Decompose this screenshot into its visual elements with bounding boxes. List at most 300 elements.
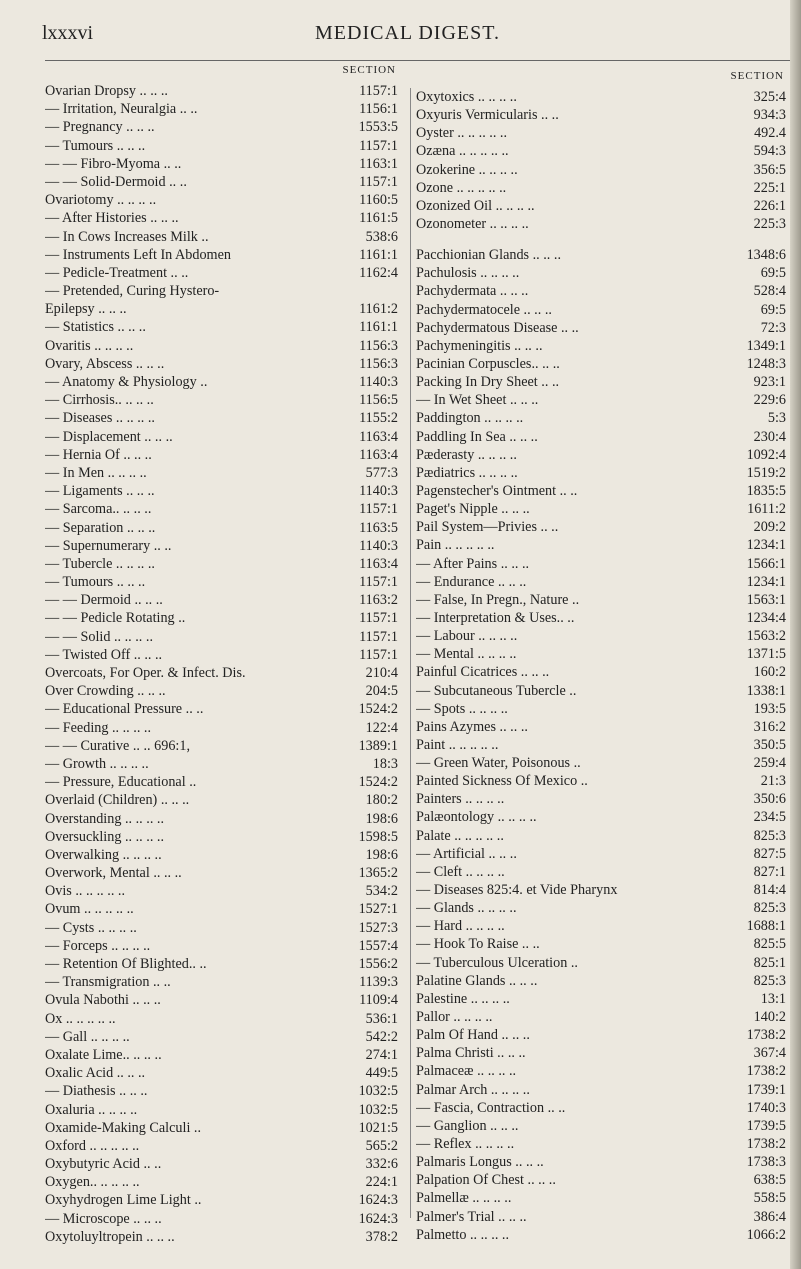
index-entry	[416, 754, 786, 772]
index-entry	[416, 246, 786, 264]
entry-term: Oxybutyric Acid .. ..	[45, 1156, 162, 1173]
entry-term: — After Histories .. .. ..	[45, 210, 179, 227]
entry-section-ref: 1738:2	[746, 1063, 786, 1080]
index-entry	[45, 1137, 398, 1155]
index-entry	[416, 863, 786, 881]
entry-term: — Tubercle .. .. .. ..	[45, 555, 155, 572]
index-entry	[416, 409, 786, 427]
index-entry	[416, 682, 786, 700]
entry-term: — Hernia Of .. .. ..	[45, 446, 152, 463]
entry-term: — — Solid .. .. .. ..	[45, 628, 153, 645]
entry-section-ref: 827:1	[753, 863, 786, 880]
entry-term: Paint .. .. .. .. ..	[416, 736, 499, 753]
entry-term: — Diseases .. .. .. ..	[45, 410, 155, 427]
entry-section-ref: 1348:6	[746, 247, 786, 264]
index-entry	[45, 482, 398, 500]
entry-term: Oxyuris Vermicularis .. ..	[416, 107, 559, 124]
index-entry	[45, 173, 398, 191]
entry-section-ref: 1162:4	[359, 264, 398, 281]
entry-term: — Anatomy & Physiology ..	[45, 374, 208, 390]
entry-term: Ovaritis .. .. .. ..	[45, 337, 134, 354]
entry-term: Oxaluria .. .. .. ..	[45, 1101, 138, 1118]
entry-section-ref: 1157:1	[359, 501, 398, 518]
entry-term: — Forceps .. .. .. ..	[45, 937, 151, 954]
entry-section-ref: 350:5	[753, 736, 786, 753]
entry-section-ref: 1563:1	[746, 591, 786, 608]
entry-section-ref: 69:5	[760, 301, 786, 318]
entry-term: — Feeding .. .. .. ..	[45, 719, 152, 736]
entry-section-ref: 1161:1	[359, 319, 398, 336]
entry-term: Ozokerine .. .. .. ..	[416, 161, 518, 178]
entry-term: — Sarcoma.. .. .. ..	[45, 501, 152, 518]
entry-term: Pail System—Privies .. ..	[416, 519, 559, 536]
entry-section-ref: 1234:4	[746, 609, 786, 626]
index-entry	[45, 646, 398, 664]
entry-term: Ovula Nabothi .. .. ..	[45, 992, 161, 1009]
index-entry	[45, 555, 398, 573]
entry-section-ref: 274:1	[365, 1046, 398, 1063]
index-entry	[416, 1171, 786, 1189]
entry-term: Oxytoxics .. .. .. ..	[416, 89, 517, 105]
index-entry	[45, 682, 398, 700]
entry-term: Packing In Dry Sheet .. ..	[416, 374, 560, 391]
index-entry	[416, 899, 786, 917]
entry-term: Pædiatrics .. .. .. ..	[416, 464, 518, 481]
index-entry	[416, 391, 786, 409]
index-entry	[416, 215, 786, 233]
entry-section-ref: 1163:4	[359, 446, 398, 463]
index-entry	[45, 791, 398, 809]
index-entry	[416, 179, 786, 197]
entry-term: Palæontology .. .. .. ..	[416, 809, 537, 826]
index-entry	[416, 1099, 786, 1117]
index-entry	[416, 700, 786, 718]
entry-term: Pachydermatocele .. .. ..	[416, 301, 552, 318]
entry-section-ref: 534:2	[365, 883, 398, 900]
index-entry	[416, 446, 786, 464]
entry-section-ref: 1155:2	[359, 410, 398, 427]
entry-term: Palmetto .. .. .. ..	[416, 1226, 510, 1243]
entry-section-ref: 1032:5	[358, 1083, 398, 1100]
index-entry	[416, 500, 786, 518]
index-entry	[45, 118, 398, 136]
index-entry	[416, 972, 786, 990]
entry-term: — Cysts .. .. .. ..	[45, 919, 137, 936]
entry-term: Over Crowding .. .. ..	[45, 683, 166, 700]
entry-term: Oxalic Acid .. .. ..	[45, 1065, 146, 1082]
entry-term: Painted Sickness Of Mexico ..	[416, 773, 588, 790]
entry-term: — Reflex .. .. .. ..	[416, 1136, 515, 1153]
entry-section-ref: 5:3	[767, 410, 786, 427]
index-entry	[45, 1119, 398, 1137]
entry-term: — In Cows Increases Milk ..	[45, 228, 209, 245]
entry-section-ref: 367:4	[753, 1045, 786, 1062]
entry-term: — Growth .. .. .. ..	[45, 755, 149, 772]
entry-section-ref: 226:1	[753, 197, 786, 214]
entry-section-ref: 180:2	[365, 792, 398, 809]
entry-term: Pacinian Corpuscles.. .. ..	[416, 355, 560, 372]
index-entry	[45, 246, 398, 264]
index-entry	[416, 917, 786, 935]
entry-term: Ovarian Dropsy .. .. ..	[45, 83, 168, 99]
index-entry	[45, 919, 398, 937]
index-entry	[45, 1210, 398, 1228]
index-entry	[416, 142, 786, 160]
entry-term: Epilepsy .. .. ..	[45, 301, 127, 318]
entry-term: — Pregnancy .. .. ..	[45, 119, 155, 136]
index-entry	[45, 82, 398, 100]
index-entry	[416, 718, 786, 736]
entry-section-ref: 1161:5	[359, 210, 398, 227]
entry-section-ref: 1519:2	[746, 464, 786, 481]
page-header	[0, 14, 801, 54]
entry-term: Oxyhydrogen Lime Light ..	[45, 1192, 202, 1209]
entry-section-ref: 1234:1	[746, 537, 786, 554]
entry-term: Palmaceæ .. .. .. ..	[416, 1063, 517, 1080]
index-entry	[416, 482, 786, 500]
entry-term: Oversuckling .. .. .. ..	[45, 828, 165, 845]
index-entry	[45, 591, 398, 609]
entry-section-ref: 1161:2	[359, 301, 398, 318]
index-entry	[416, 591, 786, 609]
entry-term: — — Curative .. .. 696:1,	[45, 737, 191, 754]
index-entry	[416, 772, 786, 790]
entry-section-ref: 1109:4	[359, 992, 398, 1009]
entry-section-ref: 827:5	[753, 845, 786, 862]
entry-section-ref: 542:2	[365, 1028, 398, 1045]
entry-section-ref: 378:2	[365, 1228, 398, 1245]
entry-term: Palma Christi .. .. ..	[416, 1045, 526, 1062]
index-entry	[416, 663, 786, 681]
entry-term: — — Pedicle Rotating ..	[45, 610, 186, 627]
entry-term: — Supernumerary .. ..	[45, 537, 172, 554]
entry-section-ref: 1738:3	[746, 1154, 786, 1171]
entry-section-ref: 1161:1	[359, 246, 398, 263]
index-entry	[45, 1173, 398, 1191]
index-entry	[416, 1062, 786, 1080]
entry-section-ref: 1157:1	[359, 646, 398, 663]
index-entry	[45, 573, 398, 591]
entry-section-ref: 825:3	[753, 972, 786, 989]
entry-term: Ovis .. .. .. .. ..	[45, 883, 126, 900]
entry-section-ref: 1738:2	[746, 1136, 786, 1153]
entry-term: Overcoats, For Oper. & Infect. Dis.	[45, 665, 246, 681]
index-entry	[45, 100, 398, 118]
index-entry	[416, 609, 786, 627]
column-divider	[410, 88, 411, 1218]
entry-section-ref: 1349:1	[746, 337, 786, 354]
index-entry	[45, 409, 398, 427]
index-entry	[45, 500, 398, 518]
entry-section-ref: 160:2	[753, 664, 786, 681]
index-entry	[45, 810, 398, 828]
section-column-heading	[416, 64, 786, 88]
entry-term: Ox .. .. .. .. ..	[45, 1010, 116, 1027]
entry-term: — Diseases 825:4. et Vide Pharynx	[416, 882, 618, 899]
entry-section-ref: 1156:3	[359, 355, 398, 372]
entry-term: Paddington .. .. .. ..	[416, 410, 524, 427]
index-entry	[45, 973, 398, 991]
entry-term: Oxford .. .. .. .. ..	[45, 1137, 140, 1154]
entry-section-ref: 1092:4	[746, 446, 786, 463]
index-entry	[45, 137, 398, 155]
entry-section-ref: 13:1	[760, 990, 786, 1007]
entry-section-ref: 229:6	[753, 392, 786, 409]
entry-section-ref: 198:6	[365, 846, 398, 863]
entry-section-ref: 350:6	[753, 791, 786, 808]
entry-section-ref: 1563:2	[746, 628, 786, 645]
entry-term: — Separation .. .. ..	[45, 519, 156, 536]
entry-term: Pagenstecher's Ointment .. ..	[416, 482, 578, 499]
index-entry	[416, 1189, 786, 1207]
entry-term: — In Wet Sheet .. .. ..	[416, 392, 539, 409]
index-entry	[416, 790, 786, 808]
entry-section-ref: 558:5	[753, 1190, 786, 1207]
index-entry	[45, 628, 398, 646]
index-entry	[45, 1046, 398, 1064]
index-entry	[45, 1228, 398, 1246]
entry-term: Palestine .. .. .. ..	[416, 990, 510, 1007]
entry-section-ref: 638:5	[753, 1172, 786, 1189]
index-entry	[416, 954, 786, 972]
entry-section-ref: 923:1	[753, 374, 786, 391]
entry-term: — Retention Of Blighted.. ..	[45, 956, 207, 972]
entry-term: — Ganglion .. .. ..	[416, 1117, 519, 1134]
entry-section-ref: 316:2	[753, 718, 786, 735]
index-entry	[45, 1082, 398, 1100]
index-entry	[45, 1028, 398, 1046]
entry-section-ref: 1163:4	[359, 428, 398, 445]
entry-section-ref: 356:5	[753, 161, 786, 178]
entry-term: — Irritation, Neuralgia .. ..	[45, 101, 198, 118]
index-entry	[45, 1155, 398, 1173]
entry-section-ref: 1156:1	[359, 101, 398, 118]
entry-term: Pæderasty .. .. .. ..	[416, 446, 517, 463]
entry-term: Palmer's Trial .. .. ..	[416, 1208, 527, 1225]
entry-term: Pain .. .. .. .. ..	[416, 537, 495, 554]
entry-term: Pallor .. .. .. ..	[416, 1009, 493, 1026]
entry-term: Ovary, Abscess .. .. ..	[45, 355, 165, 372]
index-entry	[416, 1117, 786, 1135]
page-edge-shadow	[790, 0, 801, 1269]
index-entry	[45, 209, 398, 227]
entry-section-ref: 209:2	[753, 519, 786, 536]
entry-section-ref: 1163:5	[359, 519, 398, 536]
entry-section-ref: 1338:1	[746, 682, 786, 699]
entry-term: — Subcutaneous Tubercle ..	[416, 682, 577, 699]
index-entry	[45, 264, 398, 282]
entry-term: Ozæna .. .. .. .. ..	[416, 143, 509, 160]
entry-section-ref: 492.4	[754, 125, 786, 142]
entry-section-ref: 325:4	[753, 89, 786, 105]
index-entry	[416, 1081, 786, 1099]
entry-term: — Pressure, Educational ..	[45, 774, 197, 791]
index-entry	[45, 1191, 398, 1209]
entry-section-ref: 1739:5	[746, 1117, 786, 1134]
index-entry	[45, 464, 398, 482]
index-entry	[45, 882, 398, 900]
entry-section-ref: 449:5	[365, 1065, 398, 1082]
index-entry	[416, 355, 786, 373]
entry-term: Pachulosis .. .. .. ..	[416, 265, 520, 282]
index-entry	[416, 627, 786, 645]
entry-section-ref: 825:1	[753, 954, 786, 971]
entry-section-ref: 332:6	[365, 1156, 398, 1173]
index-entry	[416, 827, 786, 845]
entry-term: Pachydermata .. .. ..	[416, 283, 529, 300]
section-column-heading	[45, 64, 398, 82]
entry-term: — — Solid-Dermoid .. ..	[45, 173, 187, 190]
index-column-left	[45, 64, 398, 1246]
entry-term: — Instruments Left In Abdomen	[45, 246, 231, 263]
entry-term: Pains Azymes .. .. ..	[416, 718, 528, 735]
entry-section-ref: 1140:3	[359, 483, 398, 500]
entry-section-ref: 230:4	[753, 428, 786, 445]
index-entry	[416, 518, 786, 536]
entry-term: Palatine Glands .. .. ..	[416, 972, 538, 989]
index-entry	[416, 161, 786, 179]
entry-term: Paget's Nipple .. .. ..	[416, 501, 530, 518]
entry-section-ref: 825:5	[753, 936, 786, 953]
index-entry	[45, 300, 398, 318]
index-entry	[416, 1208, 786, 1226]
entry-term: Palmaris Longus .. .. ..	[416, 1154, 544, 1171]
entry-term: — Green Water, Poisonous ..	[416, 755, 581, 772]
entry-term: — Labour .. .. .. ..	[416, 628, 518, 645]
index-entry	[416, 1226, 786, 1244]
entry-term: Ovariotomy .. .. .. ..	[45, 192, 157, 209]
section-label: SECTION	[730, 70, 784, 82]
entry-term: — Ligaments .. .. ..	[45, 483, 155, 500]
entry-section-ref: 1163:2	[359, 592, 398, 609]
entry-section-ref: 1140:3	[359, 537, 398, 554]
index-entry	[416, 428, 786, 446]
entry-section-ref: 1157:1	[359, 574, 398, 591]
index-entry	[45, 864, 398, 882]
entry-term: Overlaid (Children) .. .. ..	[45, 792, 190, 809]
index-entry	[416, 464, 786, 482]
index-entry	[416, 845, 786, 863]
entry-term: Ozone .. .. .. .. ..	[416, 179, 507, 196]
index-entry	[416, 337, 786, 355]
entry-section-ref: 1163:4	[359, 555, 398, 572]
index-entry	[45, 355, 398, 373]
index-entry	[45, 155, 398, 173]
index-entry	[45, 955, 398, 973]
index-entry	[416, 881, 786, 899]
entry-term: Oxytoluyltropein .. .. ..	[45, 1228, 175, 1245]
entry-term: — Statistics .. .. ..	[45, 319, 146, 336]
entry-section-ref: 1389:1	[358, 737, 398, 754]
entry-section-ref: 225:1	[753, 179, 786, 196]
entry-term: Oxygen.. .. .. .. ..	[45, 1174, 140, 1191]
index-entry	[45, 991, 398, 1009]
entry-term: — Tuberculous Ulceration ..	[416, 954, 578, 971]
entry-section-ref: 1157:1	[359, 137, 398, 154]
index-entry	[416, 88, 786, 106]
index-entry	[45, 773, 398, 791]
entry-section-ref: 198:6	[365, 810, 398, 827]
entry-section-ref: 1365:2	[358, 865, 398, 882]
entry-term: — Artificial .. .. ..	[416, 845, 517, 862]
entry-term: Painful Cicatrices .. .. ..	[416, 664, 550, 681]
index-entry	[45, 1064, 398, 1082]
index-entry	[416, 1153, 786, 1171]
entry-term: Painters .. .. .. ..	[416, 791, 505, 808]
entry-term: — — Dermoid .. .. ..	[45, 592, 163, 609]
entry-section-ref: 1140:3	[359, 374, 398, 390]
entry-section-ref: 140:2	[753, 1009, 786, 1026]
index-entry	[416, 808, 786, 826]
index-entry	[45, 1101, 398, 1119]
entry-section-ref: 1234:1	[746, 573, 786, 590]
entry-term: — False, In Pregn., Nature ..	[416, 591, 580, 608]
entry-section-ref: 386:4	[753, 1208, 786, 1225]
index-entry	[45, 191, 398, 209]
index-entry	[416, 197, 786, 215]
entry-term: — Hook To Raise .. ..	[416, 936, 540, 953]
entry-term: — Spots .. .. .. ..	[416, 700, 508, 717]
entry-section-ref: 1556:2	[358, 956, 398, 972]
index-entry	[416, 1044, 786, 1062]
entry-section-ref: 528:4	[753, 283, 786, 300]
entry-term: — Diathesis .. .. ..	[45, 1083, 148, 1100]
entry-section-ref: 1835:5	[746, 482, 786, 499]
index-entry	[416, 573, 786, 591]
index-entry	[416, 555, 786, 573]
entry-term: Palm Of Hand .. .. ..	[416, 1027, 530, 1044]
entry-section-ref: 1139:3	[359, 974, 398, 991]
entry-section-ref: 1611:2	[747, 501, 786, 518]
index-entry	[416, 124, 786, 142]
entry-section-ref: 1248:3	[746, 355, 786, 372]
entry-term: Palpation Of Chest .. .. ..	[416, 1172, 556, 1189]
entry-term: Pachymeningitis .. .. ..	[416, 337, 543, 354]
index-entry	[45, 318, 398, 336]
entry-section-ref: 577:3	[365, 464, 398, 481]
entry-section-ref: 1557:4	[358, 937, 398, 954]
entry-section-ref: 1524:2	[358, 774, 398, 791]
entry-term: Ozonized Oil .. .. .. ..	[416, 197, 535, 214]
index-entry	[45, 519, 398, 537]
entry-section-ref: 1021:5	[358, 1119, 398, 1136]
index-entry	[45, 537, 398, 555]
index-entry	[416, 736, 786, 754]
entry-term: — Microscope .. .. ..	[45, 1210, 162, 1227]
entry-section-ref: 234:5	[753, 809, 786, 826]
entry-section-ref: 21:3	[760, 773, 786, 790]
entry-section-ref: 122:4	[365, 719, 398, 736]
entry-section-ref: 1739:1	[746, 1081, 786, 1098]
entry-term: — Educational Pressure .. ..	[45, 701, 204, 718]
entry-term: — — Fibro-Myoma .. ..	[45, 155, 182, 172]
index-entry	[416, 536, 786, 554]
entry-section-ref: 1566:1	[746, 555, 786, 572]
index-entry	[45, 337, 398, 355]
entry-section-ref: 1157:1	[359, 173, 398, 190]
entry-term: — Gall .. .. .. ..	[45, 1028, 130, 1045]
entry-section-ref: 1371:5	[746, 646, 786, 663]
entry-term: — Glands .. .. .. ..	[416, 900, 517, 917]
entry-term: — Pretended, Curing Hystero-	[45, 283, 220, 300]
index-entry	[45, 755, 398, 773]
entry-section-ref: 536:1	[365, 1010, 398, 1027]
section-label: SECTION	[342, 64, 396, 76]
entry-term: Overwork, Mental .. .. ..	[45, 865, 182, 882]
entry-section-ref: 1527:1	[358, 901, 398, 918]
index-entry	[45, 900, 398, 918]
entry-term: — Interpretation & Uses.. ..	[416, 609, 575, 626]
